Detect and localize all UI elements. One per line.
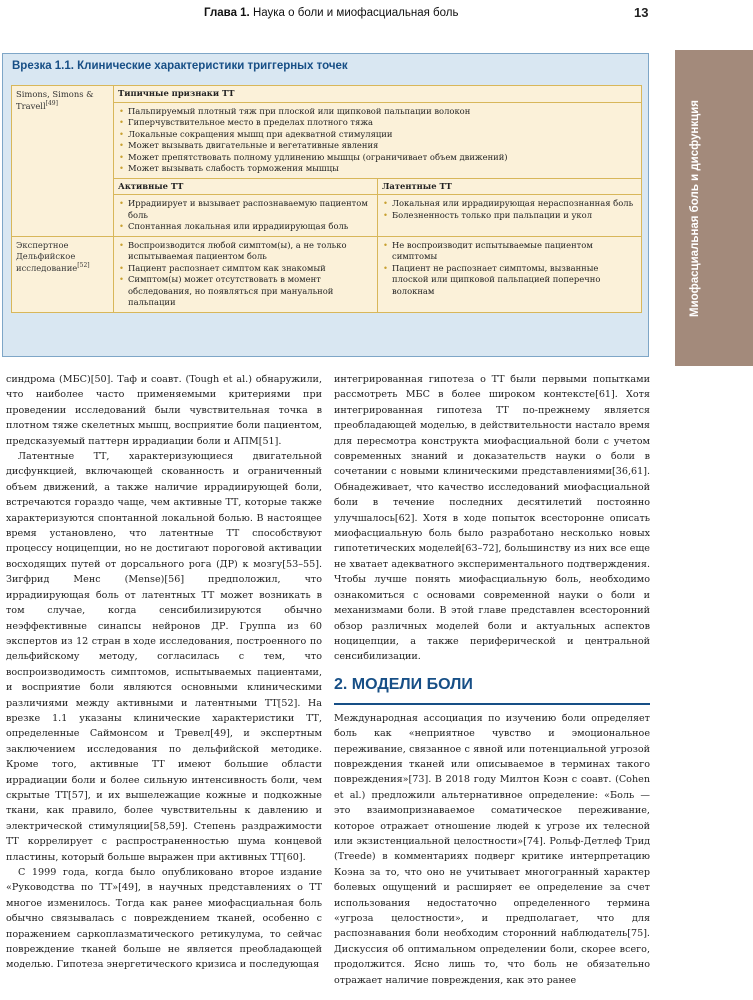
chapter-title: Наука о боли и миофасциальная боль xyxy=(249,7,459,19)
list-item: • Может вызывать слабость торможения мышцы xyxy=(118,163,637,175)
latent-header: Латентные ТТ xyxy=(378,178,642,195)
list-item: • Может препятствовать полному удлинению мышцы (ограничивает объем движений) xyxy=(118,152,637,164)
list-item: • Не воспроизводит испытываемые пациентом симптомы xyxy=(382,240,637,263)
list-item: • Воспроизводится любой симптом(ы), а не только испытываемая пациентом боль xyxy=(118,240,373,263)
list-item: • Болезненность только при пальпации и укол xyxy=(382,210,637,222)
list-item: • Симптом(ы) может отсутствовать в момент обследования, но появляться при мануальной пальпации xyxy=(118,274,373,309)
paragraph: Латентные ТТ, характеризующиеся двигательной дисфункцией, включающей скованность и ограниченный объем движений, а также наличие иррадиирующей боли, встречаются гораздо чаще, чем активные ТТ, которые также характеризуются спонтанной локальной болью. В настоящее время установлено, что латентные ТТ способствуют процессу ноцицепции, но не достигают пороговой активации восходящих путей от дорсального рога (ДР) к мозгу[53–55]. Зигфрид Менс (Mense)[56] предположил, что иррадиирующая боль от латентных ТТ может возникать в том случае, когда сенсибилизируются обычно неэффективные синапсы нейронов ДР. Группа из 60 экспертов из 12 стран в ходе исследования, построенного по дельфийскому методу, согласилась с тем, что воспроизводимость симптомов, испытываемых пациентами, и восприятие боли являются основными клиническими различиями между активными и латентными ТТ[52]. На врезке 1.1 указаны клинические характеристики ТТ, определенные Саймонсом и Тревел[49], и экспертным заключением исследования по дельфийской методике. Кроме того, активные ТТ имеют большие области иррадиации боли и более сильную интенсивность боли, чем скрытые ТТ[57], и их вышележащие кожные и подкожные ткани, как правило, более чувствительны к давлению и электрической стимуляции[58,59]. Степень раздражимости ТТ коррелирует с распространенностью шума концевой пластины, который больше выражен при активных ТТ[60]. xyxy=(6,451,322,863)
section-rule xyxy=(334,703,650,705)
table-row xyxy=(12,86,642,103)
section-heading: 2. МОДЕЛИ БОЛИ xyxy=(334,675,473,693)
trigger-point-table xyxy=(11,85,642,313)
active-cell xyxy=(114,195,378,237)
delphi-ref: [52] xyxy=(77,261,90,269)
chapter-label: Глава 1. xyxy=(204,7,250,19)
list-item: • Гиперчувствительное место в пределах плотного тяжа xyxy=(118,117,637,129)
delphi-latent-cell xyxy=(378,236,642,312)
table-row xyxy=(12,236,642,312)
delphi-label-cell xyxy=(12,236,114,312)
list-item: • Локальная или иррадиирующая нераспознанная боль xyxy=(382,198,637,210)
latent-cell xyxy=(378,195,642,237)
list-item: • Может вызывать двигательные и вегетативные явления xyxy=(118,140,637,152)
paragraph: интегрированная гипотеза о ТТ были первыми попытками рассмотреть МБС в более широком контексте[61]. Хотя интегрированная гипотеза ТТ по-прежнему является преобладающей моделью, в действительности настало время для пересмотра конструкта миофасциальной боли с учетом современных знаний и доказательств науки о боли в сочетании с новыми клиническими представлениями[36,61]. Обнадеживает, что качество исследований миофасциальной боли в течение последних десятилетий постоянно улучшалось[62]. Хотя в ходе попыток всесторонне описать миофасциальную боль было разработано несколько новых гипотетических моделей[63–72], большинству из них все еще не хватает адекватного экспериментального подтверждения. Чтобы лучше понять миофасциальную боль, необходимо ознакомиться с основами современной науки о боли и механизмами боли. В этой главе представлен всесторонний обзор различных моделей боли и актуальных аспектов ноцицепции, а также периферической и центральной сенсибилизации. xyxy=(334,374,650,663)
delphi-label: Экспертное Дельфийское исследование xyxy=(16,239,78,273)
list-item: • Пальпируемый плотный тяж при плоской или щипковой пальпации волокон xyxy=(118,106,637,118)
box-title: Врезка 1.1. Клинические характеристики триггерных точек xyxy=(12,60,348,72)
typical-header: Типичные признаки ТТ xyxy=(114,86,642,103)
running-head xyxy=(204,7,458,19)
paragraph: С 1999 года, когда было опубликовано второе издание «Руководства по ТТ»[49], в научных представлениях о ТТ многое изменилось. Тогда как ранее миофасциальная боль обычно связывалась с повреждением тканей, особенно с поражением саркоплазматического ретикулума, то сейчас повреждение тканей больше не является преобладающей моделью. Гипотеза энергетического кризиса и последующая xyxy=(6,867,322,971)
active-header: Активные ТТ xyxy=(114,178,378,195)
sidebar-box xyxy=(2,53,649,357)
list-item: • Пациент распознает симптом как знакомый xyxy=(118,263,373,275)
list-item: • Спонтанная локальная или иррадиирующая боль xyxy=(118,221,373,233)
side-tab-label: Миофасциальная боль и дисфункция xyxy=(689,100,701,318)
delphi-active-cell xyxy=(114,236,378,312)
page-number: 13 xyxy=(634,5,649,20)
typical-cell xyxy=(114,102,642,178)
list-item: • Иррадиирует и вызывает распознаваемую пациентом боль xyxy=(118,198,373,221)
list-item: • Пациент не распознает симптомы, вызванные плоской или щипковой пальпацией поперечно волокнам xyxy=(382,263,637,298)
paragraph: Международная ассоциация по изучению боли определяет боль как «неприятное чувство и эмоциональное переживание, связанное с явной или потенциальной угрозой повреждения тканей или описываемое в терминах такого повреждения»[73]. В 2018 году Милтон Коэн с соавт. (Cohen et al.) предложили альтернативное определение: «Боль — это взаимопризнаваемое соматическое переживание, которое отражает отношение людей к угрозе их телесной или экзистенциальной целостности»[74]. Рольф-Детлеф Трид (Treede) в комментариях подверг критике интерпретацию Коэна за то, что оно не учитывает многогранный характер болевых ощущений и расширяет ее определение за счет использования недостаточно определенного термина «угроза целостности», и предполагает, что для распознавания боли необходим сторонний наблюдатель[75]. Дискуссия об оптимальном определении боли, скорее всего, продолжится. Ясно лишь то, что боль не обязательно отражает наличие повреждения, как это ранее xyxy=(334,712,650,986)
side-tab xyxy=(675,50,753,366)
right-column xyxy=(334,372,650,988)
simons-label: Simons, Simons & Travell xyxy=(16,89,94,111)
simons-ref: [49] xyxy=(45,99,58,107)
simons-label-cell xyxy=(12,86,114,237)
list-item: • Локальные сокращения мышц при адекватной стимуляции xyxy=(118,129,637,141)
paragraph: синдрома (МБС)[50]. Таф и соавт. (Tough et al.) обнаружили, что наиболее часто применяемыми критериями при проведении исследований были чувствительная точка в плотном тяже скелетных мышц, восприятие боли пациентом, предсказуемый паттерн иррадиации боли и АПМ[51]. xyxy=(6,374,322,447)
left-column xyxy=(6,372,322,973)
